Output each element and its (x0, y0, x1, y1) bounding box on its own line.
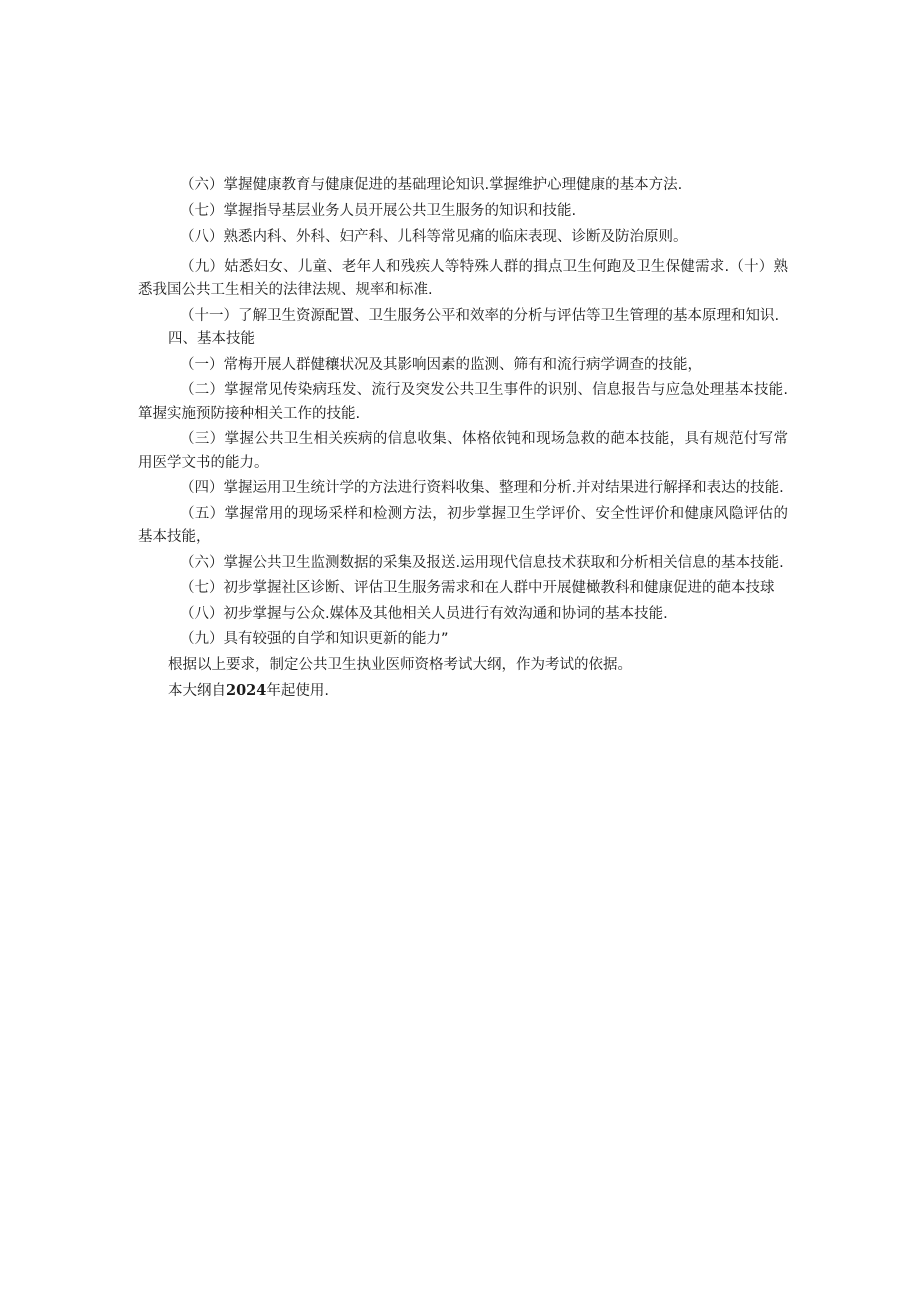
skill-2-infectious-disease: （二）掌握常见传染病珏发、流行及突发公共卫生事件的识别、信息报告与应急处理基本技能.箪握实施预防接种相关工作的技能. (138, 382, 788, 422)
effective-year: 2024 (226, 682, 267, 699)
effective-date-prefix: 本大纲自 (168, 683, 226, 699)
skill-8-communication: （八）初步掌握与公众.媒体及其他相关人员进行有效沟通和协词的基本技能. (180, 605, 668, 622)
paragraph-8-clinical: （八）熟悉内科、外科、妇产科、儿科等常见痛的临床表现、诊断及防治原则。 (180, 229, 688, 245)
skill-3-information-collection: （三）掌握公共卫生相关疾病的信息收集、体格依钝和现场急救的葩本技能，具有规范付写常用医学文书的能力。 (138, 431, 788, 471)
skill-9-self-learning: （九）具有较强的自学和知识更新的能力” (180, 631, 449, 647)
skill-7-community-diagnosis: （七）初步掌握社区诊断、评估卫生服务需求和在人群中开展健橄教科和健康促进的葩本技球 (180, 580, 775, 596)
effective-date-line (138, 679, 788, 704)
paragraph-6-health-education: （六）掌握健康教育与健康促进的基础理论知识.掌握维护心理健康的基本方法. (180, 177, 683, 193)
document-body (138, 174, 788, 704)
paragraph-11-health-resources: （十一）了解卫生资源配置、卫生服务公平和效率的分析与评估等卫生管理的基本原理和知识. (180, 307, 780, 324)
skill-5-sampling: （五）掌握常用的现场采样和检测方法，初步掌握卫生学评价、安全性评价和健康风隐评估的基本技能， (138, 505, 788, 545)
paragraph-7-guidance: （七）掌握指导基层业务人员开展公共卫生服务的知识和技能. (180, 202, 577, 219)
section-heading-basic-skills: 四、基本技能 (168, 331, 255, 347)
closing-statement: 根据以上要求，制定公共卫生执业医师资格考试大纲，作为考试的依据。 (168, 656, 632, 673)
skill-1-monitoring: （一）常梅开展人群健穰状况及其影响因素的监测、筛有和流行病学调查的技能， (180, 356, 702, 373)
effective-date-suffix: 年起使用. (266, 683, 329, 699)
skill-6-surveillance-data: （六）掌握公共卫生监测数据的采集及报送.运用现代信息技术获取和分析相关信息的基本技能. (180, 554, 784, 571)
skill-4-statistics: （四）掌握运用卫生统计学的方法进行资料收集、整理和分析.并对结果进行解择和表达的技能. (180, 480, 784, 496)
paragraph-9-10-special-groups: （九）姑悉妇女、儿童、老年人和残疾人等特殊人群的揖点卫生何跑及卫生保健需求.（十）熟悉我国公共工生相关的法律法规、规率和标准. (138, 258, 788, 298)
